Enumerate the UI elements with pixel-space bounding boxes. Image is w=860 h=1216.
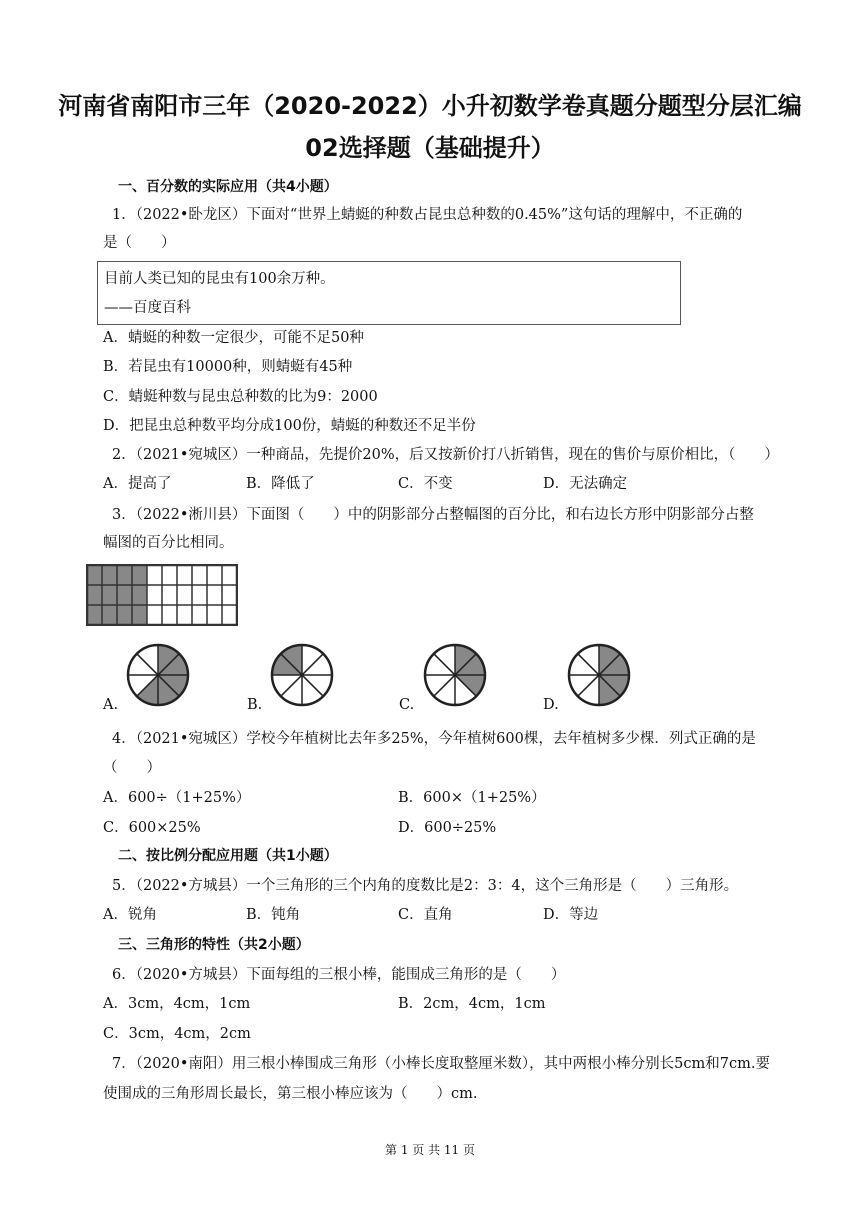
question-1-stem-cont: 是（ ） (103, 235, 176, 251)
q5-option-c[interactable]: C．直角 (398, 907, 453, 923)
question-3-stem-cont: 幅图的百分比相同。 (103, 535, 234, 551)
q2-option-c[interactable]: C．不变 (398, 476, 453, 492)
q2-option-d[interactable]: D．无法确定 (543, 476, 628, 492)
q6-option-c[interactable]: C．3cm，4cm，2cm (103, 1026, 251, 1042)
q3-option-a-label[interactable]: A. (103, 697, 119, 713)
quote-source: ——百度百科 (104, 300, 191, 316)
q1-option-c[interactable]: C．蜻蜓种数与昆虫总种数的比为9：2000 (103, 389, 378, 405)
q6-option-b[interactable]: B．2cm，4cm，1cm (398, 996, 546, 1012)
question-4-stem: 4．（2021•宛城区）学校今年植树比去年多25%，今年植树600棵，去年植树多少棵．列式正确的是 (112, 731, 756, 747)
question-5-stem: 5．（2022•方城县）一个三角形的三个内角的度数比是2：3：4，这个三角形是（ ）三角形。 (112, 878, 739, 894)
page-title: 河南省南阳市三年（2020-2022）小升初数学卷真题分题型分层汇编 (58, 92, 802, 120)
pie-option-a[interactable] (126, 643, 190, 707)
q1-option-a[interactable]: A．蜻蜓的种数一定很少，可能不足50种 (103, 330, 364, 346)
q3-option-d-label[interactable]: D. (543, 697, 559, 713)
question-2-stem: 2．（2021•宛城区）一种商品，先提价20%，后又按新价打八折销售，现在的售价与原价相比，（ ） (112, 447, 779, 463)
question-6-stem: 6．（2020•方城县）下面每组的三根小棒，能围成三角形的是（ ） (112, 967, 566, 983)
q1-option-b[interactable]: B．若昆虫有10000种，则蜻蜓有45种 (103, 359, 353, 375)
q1-option-d[interactable]: D．把昆虫总种数平均分成100份，蜻蜓的种数还不足半份 (103, 418, 476, 434)
q4-option-c[interactable]: C．600×25% (103, 820, 201, 836)
question-7-stem-cont: 使围成的三角形周长最长，第三根小棒应该为（ ）cm. (103, 1086, 478, 1102)
question-4-stem-cont: （ ） (103, 760, 161, 776)
quote-text: 目前人类已知的昆虫有100余万种。 (104, 271, 335, 287)
q5-option-d[interactable]: D．等边 (543, 907, 599, 923)
page-subtitle: 02选择题（基础提升） (305, 134, 555, 162)
page-footer: 第 1 页 共 11 页 (385, 1143, 475, 1157)
q4-option-b[interactable]: B．600×（1+25%） (398, 790, 546, 806)
section-heading-1: 一、百分数的实际应用（共4小题） (118, 179, 338, 195)
question-7-stem: 7．（2020•南阳）用三根小棒围成三角形（小棒长度取整厘米数），其中两根小棒分别长5cm和7cm.要 (112, 1056, 770, 1072)
q5-option-a[interactable]: A．锐角 (103, 907, 157, 923)
pie-option-d[interactable] (567, 643, 631, 707)
q5-option-b[interactable]: B．钝角 (246, 907, 301, 923)
question-1-stem: 1．（2022•卧龙区）下面对“世界上蜻蜓的种数占昆虫总种数的0.45%”这句话的理解中，不正确的 (112, 207, 743, 223)
pie-option-b[interactable] (270, 643, 334, 707)
section-heading-2: 二、按比例分配应用题（共1小题） (118, 848, 338, 864)
q4-option-a[interactable]: A．600÷（1+25%） (103, 790, 251, 806)
q2-option-a[interactable]: A．提高了 (103, 476, 172, 492)
question-3-stem: 3．（2022•淅川县）下面图（ ）中的阴影部分占整幅图的百分比，和右边长方形中阴影部分占整 (112, 507, 754, 523)
section-heading-3: 三、三角形的特性（共2小题） (118, 937, 310, 953)
grid-rectangle-figure (86, 564, 238, 626)
q4-option-d[interactable]: D．600÷25% (398, 820, 497, 836)
quote-box (97, 261, 681, 325)
q2-option-b[interactable]: B．降低了 (246, 476, 315, 492)
q3-option-c-label[interactable]: C. (399, 697, 415, 713)
q6-option-a[interactable]: A．3cm，4cm，1cm (103, 996, 251, 1012)
q3-option-b-label[interactable]: B. (247, 697, 263, 713)
pie-option-c[interactable] (423, 643, 487, 707)
